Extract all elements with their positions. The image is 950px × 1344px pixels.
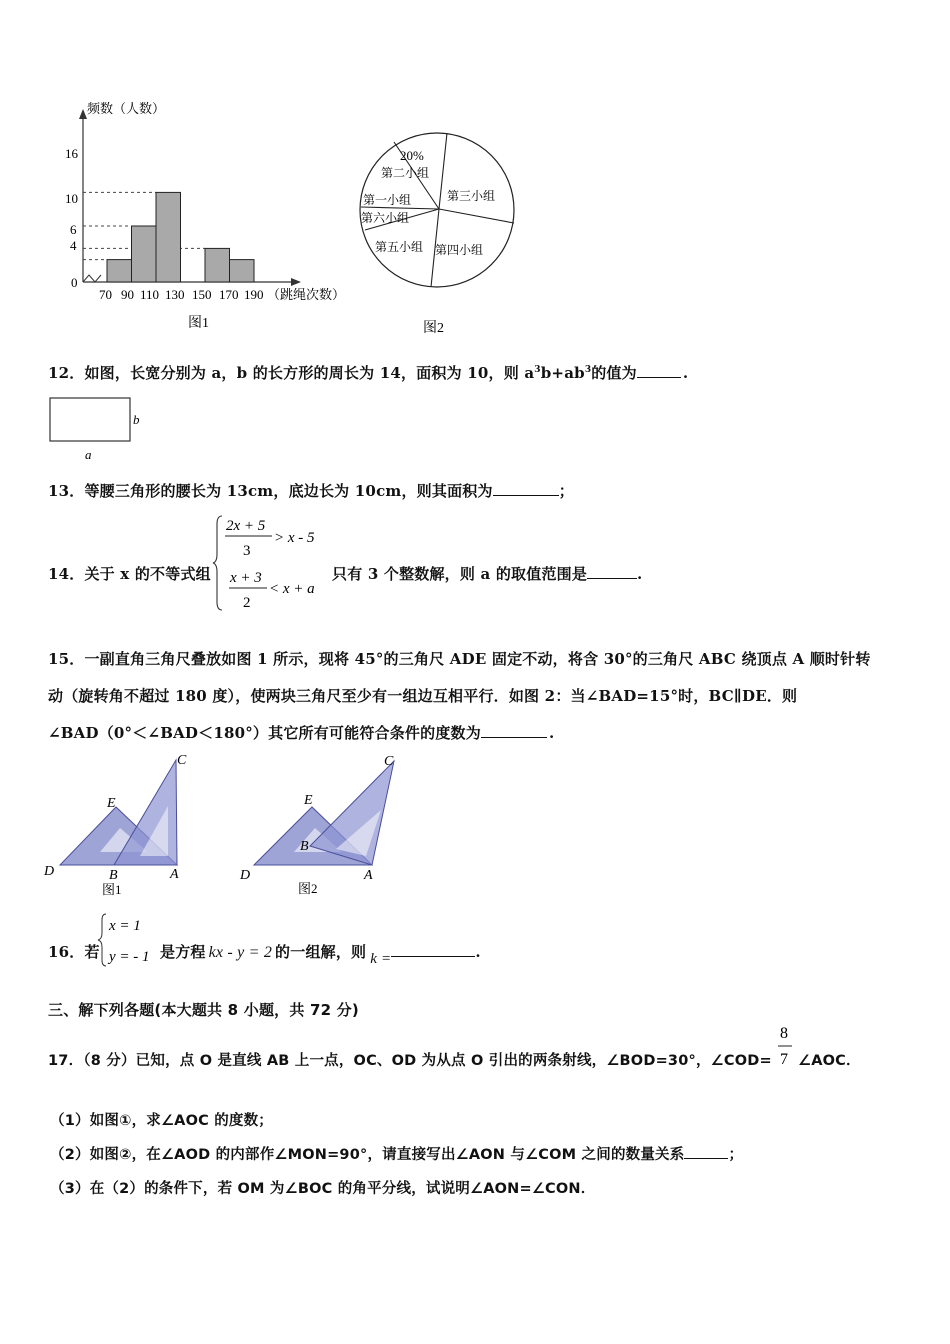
- pie-label-g1: 第一小组: [363, 193, 412, 207]
- q16-equation-system: [97, 911, 167, 969]
- q17-frac-den: 7: [780, 1051, 788, 1068]
- q16-sys2: y = - 1: [109, 949, 150, 965]
- q14-rhs2: < x + a: [269, 581, 315, 597]
- pie-label-g5: 第五小组: [375, 240, 424, 254]
- question-16-body: [160, 941, 481, 967]
- q17-part2-end: ；: [728, 1147, 744, 1163]
- q15-f1-label-c: C: [177, 753, 187, 768]
- hist-xtick: 150: [192, 287, 212, 302]
- q15-f1-label-b: B: [109, 868, 118, 883]
- q16-sys1: x = 1: [109, 918, 141, 934]
- question-16-prefix: [48, 941, 100, 962]
- q16-prefix: 16．若: [48, 943, 100, 961]
- histogram-figure: [55, 95, 375, 340]
- q16-equation: kx - y = 2: [208, 944, 273, 961]
- question-14-suffix: [332, 563, 642, 584]
- hist-bar-70-90: [107, 260, 132, 282]
- q16-k: k =: [370, 951, 392, 967]
- question-14: [48, 563, 211, 584]
- q14-suffix: 只有 3 个整数解，则 a 的取值范围是: [332, 565, 588, 583]
- hist-bar-170-190: [230, 260, 255, 282]
- q14-brace: [213, 516, 222, 610]
- question-15-line1: [48, 648, 871, 669]
- q14-end: .: [637, 565, 643, 583]
- q17-fraction: [774, 1022, 796, 1070]
- q15-figure-2: [236, 748, 411, 900]
- q14-num1: 2x + 5: [226, 518, 266, 534]
- q17-part2-answer-blank[interactable]: [684, 1144, 728, 1159]
- hist-y-arrow: [79, 109, 87, 119]
- q17-part2: （2）如图②，在∠AOD 的内部作∠MON=90°，请直接写出∠AON 与∠COM 之间的数量关系: [50, 1147, 685, 1163]
- hist-bar-150-170: [205, 248, 230, 282]
- q15-line2: 动（旋转角不超过 180 度），使两块三角尺至少有一组边互相平行．如图 2：当∠BAD=15°时，BC∥DE．则: [48, 687, 798, 705]
- question-13: [48, 480, 574, 501]
- question-17-stem-end: [798, 1049, 861, 1070]
- q15-f1-label-d: D: [44, 864, 55, 879]
- hist-ytick-6: 6: [70, 222, 77, 237]
- q12-text-c: 的值为: [591, 364, 637, 382]
- question-17-part-1: [50, 1109, 273, 1130]
- pie-figure: [355, 125, 525, 345]
- q17-part3: （3）在（2）的条件下，若 OM 为∠BOC 的角平分线，试说明∠AON=∠CON．: [50, 1181, 596, 1197]
- q16-answer-blank[interactable]: [391, 942, 475, 957]
- hist-x-arrow: [291, 278, 301, 286]
- q12-answer-blank[interactable]: [637, 363, 681, 378]
- question-17-part-2: [50, 1143, 743, 1164]
- q15-line3: ∠BAD（0°＜∠BAD＜180°）其它所有可能符合条件的度数为: [48, 724, 481, 742]
- q12-label-a: a: [85, 447, 92, 462]
- q14-answer-blank[interactable]: [587, 564, 637, 579]
- pie-caption: 图2: [423, 321, 444, 336]
- hist-xtick: 70: [99, 287, 112, 302]
- pie-label-g6: 第六小组: [361, 211, 410, 225]
- hist-xtick: 130: [165, 287, 185, 302]
- q14-rhs1: > x - 5: [274, 530, 315, 546]
- section-3-heading: [48, 999, 359, 1020]
- q12-label-b: b: [133, 412, 140, 427]
- hist-axis-break: [83, 275, 101, 282]
- q15-f1-caption: 图1: [102, 882, 122, 897]
- q17-text-a: 17．（8 分）已知，点 O 是直线 AB 上一点，OC、OD 为从点 O 引出的两条射线，∠BOD=30°，∠COD=: [48, 1053, 772, 1069]
- q17-part1: （1）如图①，求∠AOC 的度数；: [50, 1113, 274, 1129]
- q15-answer-blank[interactable]: [481, 723, 547, 738]
- q15-line1: 15．一副直角三角尺叠放如图 1 所示，现将 45°的三角尺 ADE 固定不动，将含 30°的三角尺 ABC 绕顶点 A 顺时针转: [48, 650, 871, 668]
- hist-xlabel: （跳绳次数）: [267, 287, 346, 302]
- q16-brace: [98, 914, 106, 966]
- hist-bar-110-130: [156, 192, 181, 282]
- hist-xtick: 90: [121, 287, 134, 302]
- q15-f1-label-a: A: [170, 867, 179, 882]
- q14-prefix: 14．关于 x 的不等式组: [48, 565, 211, 583]
- q12-rectangle: [50, 398, 130, 441]
- q15-f2-caption: 图2: [298, 881, 318, 896]
- q17-frac-num: 8: [780, 1025, 788, 1042]
- pie-label-g3: 第三小组: [447, 189, 496, 203]
- section-3-title: 三、解下列各题(本大题共 8 小题，共 72 分): [48, 1001, 359, 1019]
- q14-den2: 2: [243, 595, 251, 611]
- question-17-stem: [48, 1049, 772, 1070]
- q14-den1: 3: [243, 543, 251, 559]
- q15-f2-label-d: D: [240, 868, 251, 883]
- q14-inequality-system: [212, 512, 330, 614]
- q13-end: ；: [558, 482, 574, 500]
- hist-xtick: 110: [140, 287, 160, 302]
- q15-f2-label-a: A: [364, 868, 373, 883]
- q16-end: .: [475, 943, 481, 961]
- question-15-line2: [48, 685, 797, 706]
- hist-xtick: 170: [219, 287, 239, 302]
- q17-text-b: ∠AOC．: [798, 1053, 861, 1069]
- q15-end: .: [548, 724, 555, 742]
- hist-ytick-16: 16: [65, 146, 78, 161]
- hist-ylabel: 频数（人数）: [87, 101, 166, 116]
- pie-label-g4: 第四小组: [435, 243, 484, 257]
- question-15-line3: [48, 722, 554, 743]
- q14-num2: x + 3: [230, 570, 262, 586]
- q12-text-b: b+ab: [540, 364, 585, 382]
- pie-label-g2: 第二小组: [381, 166, 430, 180]
- q13-text: 13．等腰三角形的腰长为 13cm，底边长为 10cm，则其面积为: [48, 482, 493, 500]
- hist-bar-90-110: [132, 226, 157, 282]
- q12-sup1: 3: [534, 365, 541, 375]
- q15-figure-1: [40, 748, 215, 900]
- hist-xtick: 190: [244, 287, 264, 302]
- pie-percent-label: 20%: [400, 148, 424, 163]
- q15-f2-label-e: E: [304, 793, 313, 808]
- q15-f2-label-b: B: [300, 839, 309, 854]
- q12-rectangle-figure: [45, 393, 150, 465]
- q16-mid: 是方程: [160, 943, 206, 961]
- question-17-part-3: [50, 1177, 595, 1198]
- q12-end: .: [682, 364, 689, 382]
- q15-f1-label-e: E: [107, 796, 116, 811]
- hist-ytick-10: 10: [65, 191, 78, 206]
- q12-sup2: 3: [584, 365, 592, 375]
- q15-f2-label-c: C: [384, 754, 394, 769]
- hist-ytick-4: 4: [70, 238, 77, 253]
- q12-text-a: 12．如图，长宽分别为 a，b 的长方形的周长为 14，面积为 10，则 a: [48, 364, 535, 382]
- hist-ytick-0: 0: [71, 275, 78, 290]
- hist-caption: 图1: [188, 316, 209, 331]
- question-12: [48, 362, 688, 383]
- q13-answer-blank[interactable]: [493, 481, 559, 496]
- q16-mid2: 的一组解，则: [275, 943, 367, 961]
